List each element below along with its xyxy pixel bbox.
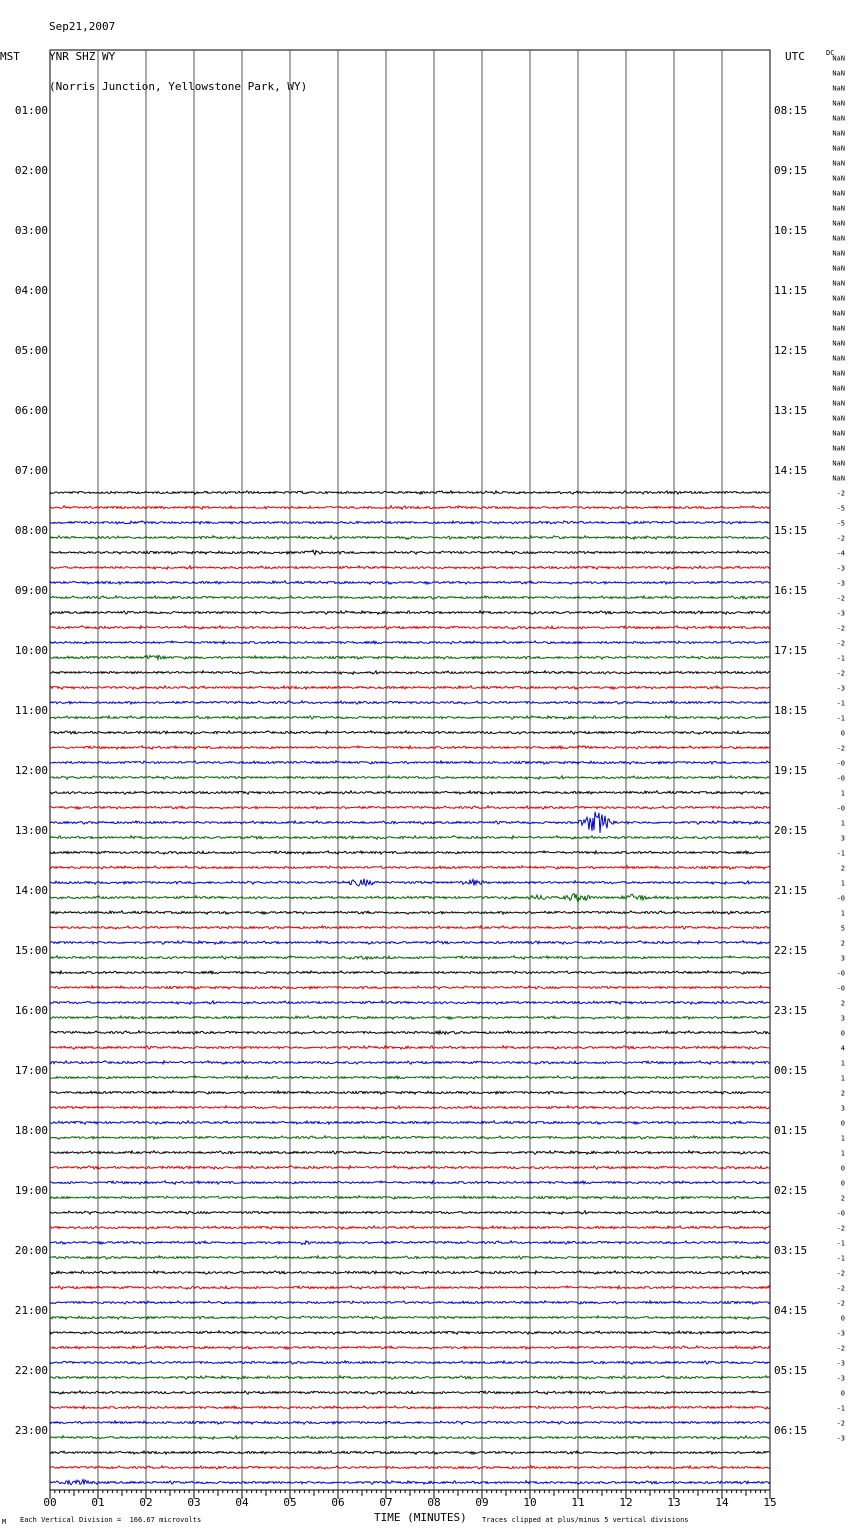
right-hour-label: 23:15 [774, 1004, 808, 1017]
dc-offset-label: NaN [832, 99, 845, 108]
right-hour-label: 01:15 [774, 1124, 808, 1137]
x-tick-label: 14 [715, 1496, 729, 1509]
dc-offset-label: -3 [836, 1434, 845, 1443]
right-hour-label: 16:15 [774, 584, 808, 597]
trace-line [50, 1421, 770, 1424]
clip-note: Traces clipped at plus/minus 5 vertical divisions [482, 1516, 689, 1524]
trace-line [50, 1406, 770, 1409]
trace-line [50, 926, 770, 929]
x-tick-label: 12 [619, 1496, 633, 1509]
left-hour-label: 03:00 [14, 224, 48, 237]
trace-line [50, 1301, 770, 1304]
left-hour-label: 15:00 [14, 944, 48, 957]
dc-offset-label: -4 [836, 549, 845, 558]
dc-offset-label: NaN [832, 189, 845, 198]
trace-line [50, 1376, 770, 1380]
left-hour-label: 06:00 [14, 404, 48, 417]
trace-line [50, 941, 770, 945]
dc-offset-label: 1 [840, 1059, 845, 1068]
x-tick-label: 07 [379, 1496, 393, 1509]
trace-line [50, 1046, 770, 1050]
left-hour-label: 18:00 [14, 1124, 48, 1137]
dc-offset-label: NaN [832, 54, 845, 63]
dc-offset-label: -3 [836, 684, 845, 693]
dc-offset-label: NaN [832, 384, 845, 393]
trace-line [50, 1181, 770, 1184]
x-tick-label: 15 [763, 1496, 777, 1509]
dc-offset-label: -5 [836, 519, 845, 528]
trace-line [50, 1480, 770, 1485]
station-label: YNR SHZ WY [49, 50, 116, 63]
dc-offset-label: 0 [840, 1314, 845, 1323]
dc-offset-label: -2 [836, 744, 845, 753]
trace-line [50, 1286, 770, 1289]
trace-line [50, 491, 770, 494]
dc-offset-label: NaN [832, 84, 845, 93]
dc-offset-label: 2 [840, 1089, 845, 1098]
dc-offset-label: 4 [840, 1044, 845, 1053]
x-tick-label: 03 [187, 1496, 201, 1509]
time-axis-title: TIME (MINUTES) [374, 1511, 467, 1524]
right-hour-label: 20:15 [774, 824, 808, 837]
trace-line [50, 1466, 770, 1469]
trace-line [50, 1211, 770, 1214]
dc-offset-label: -1 [836, 1404, 845, 1413]
trace-line [50, 731, 770, 734]
left-hour-label: 11:00 [14, 704, 48, 717]
trace-line [50, 655, 770, 659]
x-tick-label: 08 [427, 1496, 441, 1509]
trace-line [50, 1436, 770, 1440]
trace-line [50, 746, 770, 750]
dc-offset-label: NaN [832, 159, 845, 168]
dc-offset-label: -3 [836, 564, 845, 573]
trace-line [50, 716, 770, 720]
x-tick-label: 06 [331, 1496, 345, 1509]
corner-mark: M [2, 1518, 7, 1526]
x-tick-label: 00 [43, 1496, 57, 1509]
trace-line [50, 641, 770, 644]
right-hour-label: 09:15 [774, 164, 808, 177]
dc-offset-label: -0 [836, 804, 845, 813]
left-hour-label: 20:00 [14, 1244, 48, 1257]
dc-offset-label: -2 [836, 639, 845, 648]
vertical-division-note: Each Vertical Division = 166.67 microvolts [20, 1516, 202, 1524]
dc-offset-label: 1 [840, 1074, 845, 1083]
x-tick-label: 10 [523, 1496, 537, 1509]
trace-line [50, 611, 770, 615]
dc-offset-label: NaN [832, 474, 845, 483]
dc-offset-label: NaN [832, 114, 845, 123]
dc-offset-label: -3 [836, 609, 845, 618]
trace-line [50, 791, 770, 794]
dc-offset-label: -2 [836, 1299, 845, 1308]
dc-offset-label: -3 [836, 1374, 845, 1383]
x-tick-label: 01 [91, 1496, 105, 1509]
dc-offset-label: -1 [836, 699, 845, 708]
trace-line [50, 1166, 770, 1169]
left-hour-label: 01:00 [14, 104, 48, 117]
trace-line [50, 1106, 770, 1110]
left-hour-label: 09:00 [14, 584, 48, 597]
dc-offset-label: NaN [832, 429, 845, 438]
dc-offset-label: NaN [832, 204, 845, 213]
trace-line [50, 671, 770, 675]
dc-offset-label: 0 [840, 1389, 845, 1398]
left-hour-label: 17:00 [14, 1064, 48, 1077]
trace-line [50, 1091, 770, 1094]
left-hour-label: 14:00 [14, 884, 48, 897]
dc-offset-label: 3 [840, 1014, 845, 1023]
trace-line [50, 536, 770, 540]
trace-line [50, 550, 770, 554]
left-hour-label: 05:00 [14, 344, 48, 357]
left-hour-label: 12:00 [14, 764, 48, 777]
dc-offset-label: -2 [836, 1224, 845, 1233]
trace-line [50, 986, 770, 989]
dc-offset-label: NaN [832, 279, 845, 288]
dc-offset-label: NaN [832, 399, 845, 408]
trace-line [50, 776, 770, 779]
dc-offset-label: -5 [836, 504, 845, 513]
right-hour-label: 18:15 [774, 704, 808, 717]
trace-line [50, 701, 770, 704]
dc-offset-label: -1 [836, 1254, 845, 1263]
trace-line [50, 1391, 770, 1394]
dc-offset-label: 1 [840, 1134, 845, 1143]
left-hour-label: 16:00 [14, 1004, 48, 1017]
right-hour-label: 19:15 [774, 764, 808, 777]
dc-offset-label: 1 [840, 879, 845, 888]
dc-offset-label: 0 [840, 1179, 845, 1188]
left-hour-label: 21:00 [14, 1304, 48, 1317]
dc-offset-label: NaN [832, 69, 845, 78]
trace-line [50, 686, 770, 689]
trace-line [50, 506, 770, 510]
dc-offset-label: -2 [836, 1284, 845, 1293]
dc-offset-label: NaN [832, 414, 845, 423]
dc-offset-label: NaN [832, 174, 845, 183]
dc-offset-label: NaN [832, 369, 845, 378]
x-tick-label: 02 [139, 1496, 153, 1509]
trace-line [50, 761, 770, 764]
left-hour-label: 07:00 [14, 464, 48, 477]
dc-offset-label: 1 [840, 909, 845, 918]
dc-offset-label: -0 [836, 894, 845, 903]
dc-offset-label: -1 [836, 849, 845, 858]
left-hour-label: 23:00 [14, 1424, 48, 1437]
dc-offset-label: -1 [836, 654, 845, 663]
x-tick-label: 05 [283, 1496, 297, 1509]
right-hour-label: 10:15 [774, 224, 808, 237]
dc-offset-label: NaN [832, 324, 845, 333]
dc-offset-label: NaN [832, 129, 845, 138]
right-hour-label: 08:15 [774, 104, 808, 117]
dc-offset-label: 0 [840, 1119, 845, 1128]
trace-line [50, 1121, 770, 1124]
left-hour-label: 10:00 [14, 644, 48, 657]
trace-line [50, 836, 770, 840]
trace-line [50, 1271, 770, 1275]
trace-line [50, 866, 770, 869]
trace-line [50, 851, 770, 854]
left-hour-label: 22:00 [14, 1364, 48, 1377]
right-hour-label: 05:15 [774, 1364, 808, 1377]
x-tick-label: 13 [667, 1496, 681, 1509]
dc-offset-label: 1 [840, 819, 845, 828]
dc-offset-label: -2 [836, 534, 845, 543]
dc-offset-label: NaN [832, 459, 845, 468]
right-hour-label: 17:15 [774, 644, 808, 657]
trace-line [50, 1451, 770, 1454]
trace-line [50, 596, 770, 599]
trace-line [50, 1256, 770, 1260]
dc-offset-label: -2 [836, 1269, 845, 1278]
dc-offset-label: NaN [832, 249, 845, 258]
right-hour-label: 02:15 [774, 1184, 808, 1197]
dc-offset-label: -1 [836, 1239, 845, 1248]
dc-offset-label: NaN [832, 339, 845, 348]
right-hour-label: 11:15 [774, 284, 808, 297]
dc-offset-label: NaN [832, 219, 845, 228]
dc-offset-label: 2 [840, 864, 845, 873]
dc-offset-label: NaN [832, 354, 845, 363]
dc-offset-label: 5 [840, 924, 845, 933]
dc-offset-label: 0 [840, 1029, 845, 1038]
left-hour-label: 19:00 [14, 1184, 48, 1197]
dc-offset-label: -3 [836, 1359, 845, 1368]
dc-offset-label: -2 [836, 669, 845, 678]
right-hour-label: 06:15 [774, 1424, 808, 1437]
dc-offset-label: NaN [832, 144, 845, 153]
dc-offset-label: 0 [840, 1164, 845, 1173]
dc-offset-label: 0 [840, 729, 845, 738]
dc-offset-label: NaN [832, 264, 845, 273]
trace-line [50, 581, 770, 584]
trace-line [50, 911, 770, 914]
trace-line [50, 1001, 770, 1005]
dc-offset-label: 1 [840, 789, 845, 798]
dc-offset-label: -1 [836, 714, 845, 723]
dc-offset-label: -2 [836, 594, 845, 603]
trace-line [50, 566, 770, 570]
trace-line [50, 1361, 770, 1364]
dc-offset-label: NaN [832, 444, 845, 453]
right-hour-label: 13:15 [774, 404, 808, 417]
trace-line [50, 1346, 770, 1349]
right-hour-label: 15:15 [774, 524, 808, 537]
dc-offset-label: -0 [836, 984, 845, 993]
right-hour-label: 14:15 [774, 464, 808, 477]
right-timezone-label: UTC [785, 50, 805, 63]
trace-line [50, 1016, 770, 1019]
dc-offset-label: -2 [836, 489, 845, 498]
dc-offset-label: 2 [840, 939, 845, 948]
dc-offset-label: -2 [836, 1419, 845, 1428]
dc-offset-label: 1 [840, 1149, 845, 1158]
date-label: Sep21,2007 [49, 20, 116, 33]
trace-line [50, 879, 770, 886]
trace-line [50, 626, 770, 630]
x-tick-label: 11 [571, 1496, 585, 1509]
dc-offset-label: 2 [840, 1194, 845, 1203]
dc-offset-label: -3 [836, 1329, 845, 1338]
trace-line [50, 1061, 770, 1065]
dc-offset-label: 3 [840, 834, 845, 843]
trace-line [50, 1136, 770, 1139]
dc-offset-label: NaN [832, 309, 845, 318]
x-tick-label: 09 [475, 1496, 489, 1509]
trace-line [50, 1316, 770, 1319]
trace-line [50, 812, 770, 833]
right-hour-label: 21:15 [774, 884, 808, 897]
trace-line [50, 521, 770, 524]
left-timezone-label: MST [0, 50, 20, 63]
dc-offset-label: 3 [840, 954, 845, 963]
dc-offset-label: 2 [840, 999, 845, 1008]
location-label: (Norris Junction, Yellowstone Park, WY) [49, 80, 308, 93]
dc-offset-label: 3 [840, 1104, 845, 1113]
left-hour-label: 08:00 [14, 524, 48, 537]
dc-offset-label: -0 [836, 774, 845, 783]
dc-offset-label: NaN [832, 294, 845, 303]
right-hour-label: 00:15 [774, 1064, 808, 1077]
right-hour-label: 22:15 [774, 944, 808, 957]
trace-line [50, 1331, 770, 1335]
trace-line [50, 894, 770, 903]
dc-offset-label: -2 [836, 1344, 845, 1353]
dc-offset-label: -0 [836, 969, 845, 978]
trace-line [50, 956, 770, 960]
x-tick-label: 04 [235, 1496, 249, 1509]
dc-label: DC [826, 49, 835, 57]
left-hour-label: 04:00 [14, 284, 48, 297]
right-hour-label: 03:15 [774, 1244, 808, 1257]
trace-line [50, 1151, 770, 1155]
left-hour-label: 02:00 [14, 164, 48, 177]
trace-line [50, 806, 770, 809]
trace-line [50, 1031, 770, 1035]
right-hour-label: 12:15 [774, 344, 808, 357]
dc-offset-label: -0 [836, 759, 845, 768]
right-hour-label: 04:15 [774, 1304, 808, 1317]
dc-offset-label: NaN [832, 234, 845, 243]
trace-line [50, 971, 770, 974]
dc-offset-label: -2 [836, 624, 845, 633]
trace-line [50, 1076, 770, 1079]
left-hour-label: 13:00 [14, 824, 48, 837]
dc-offset-label: -0 [836, 1209, 845, 1218]
dc-offset-label: -3 [836, 579, 845, 588]
trace-line [50, 1196, 770, 1199]
trace-line [50, 1241, 770, 1245]
trace-line [50, 1226, 770, 1229]
